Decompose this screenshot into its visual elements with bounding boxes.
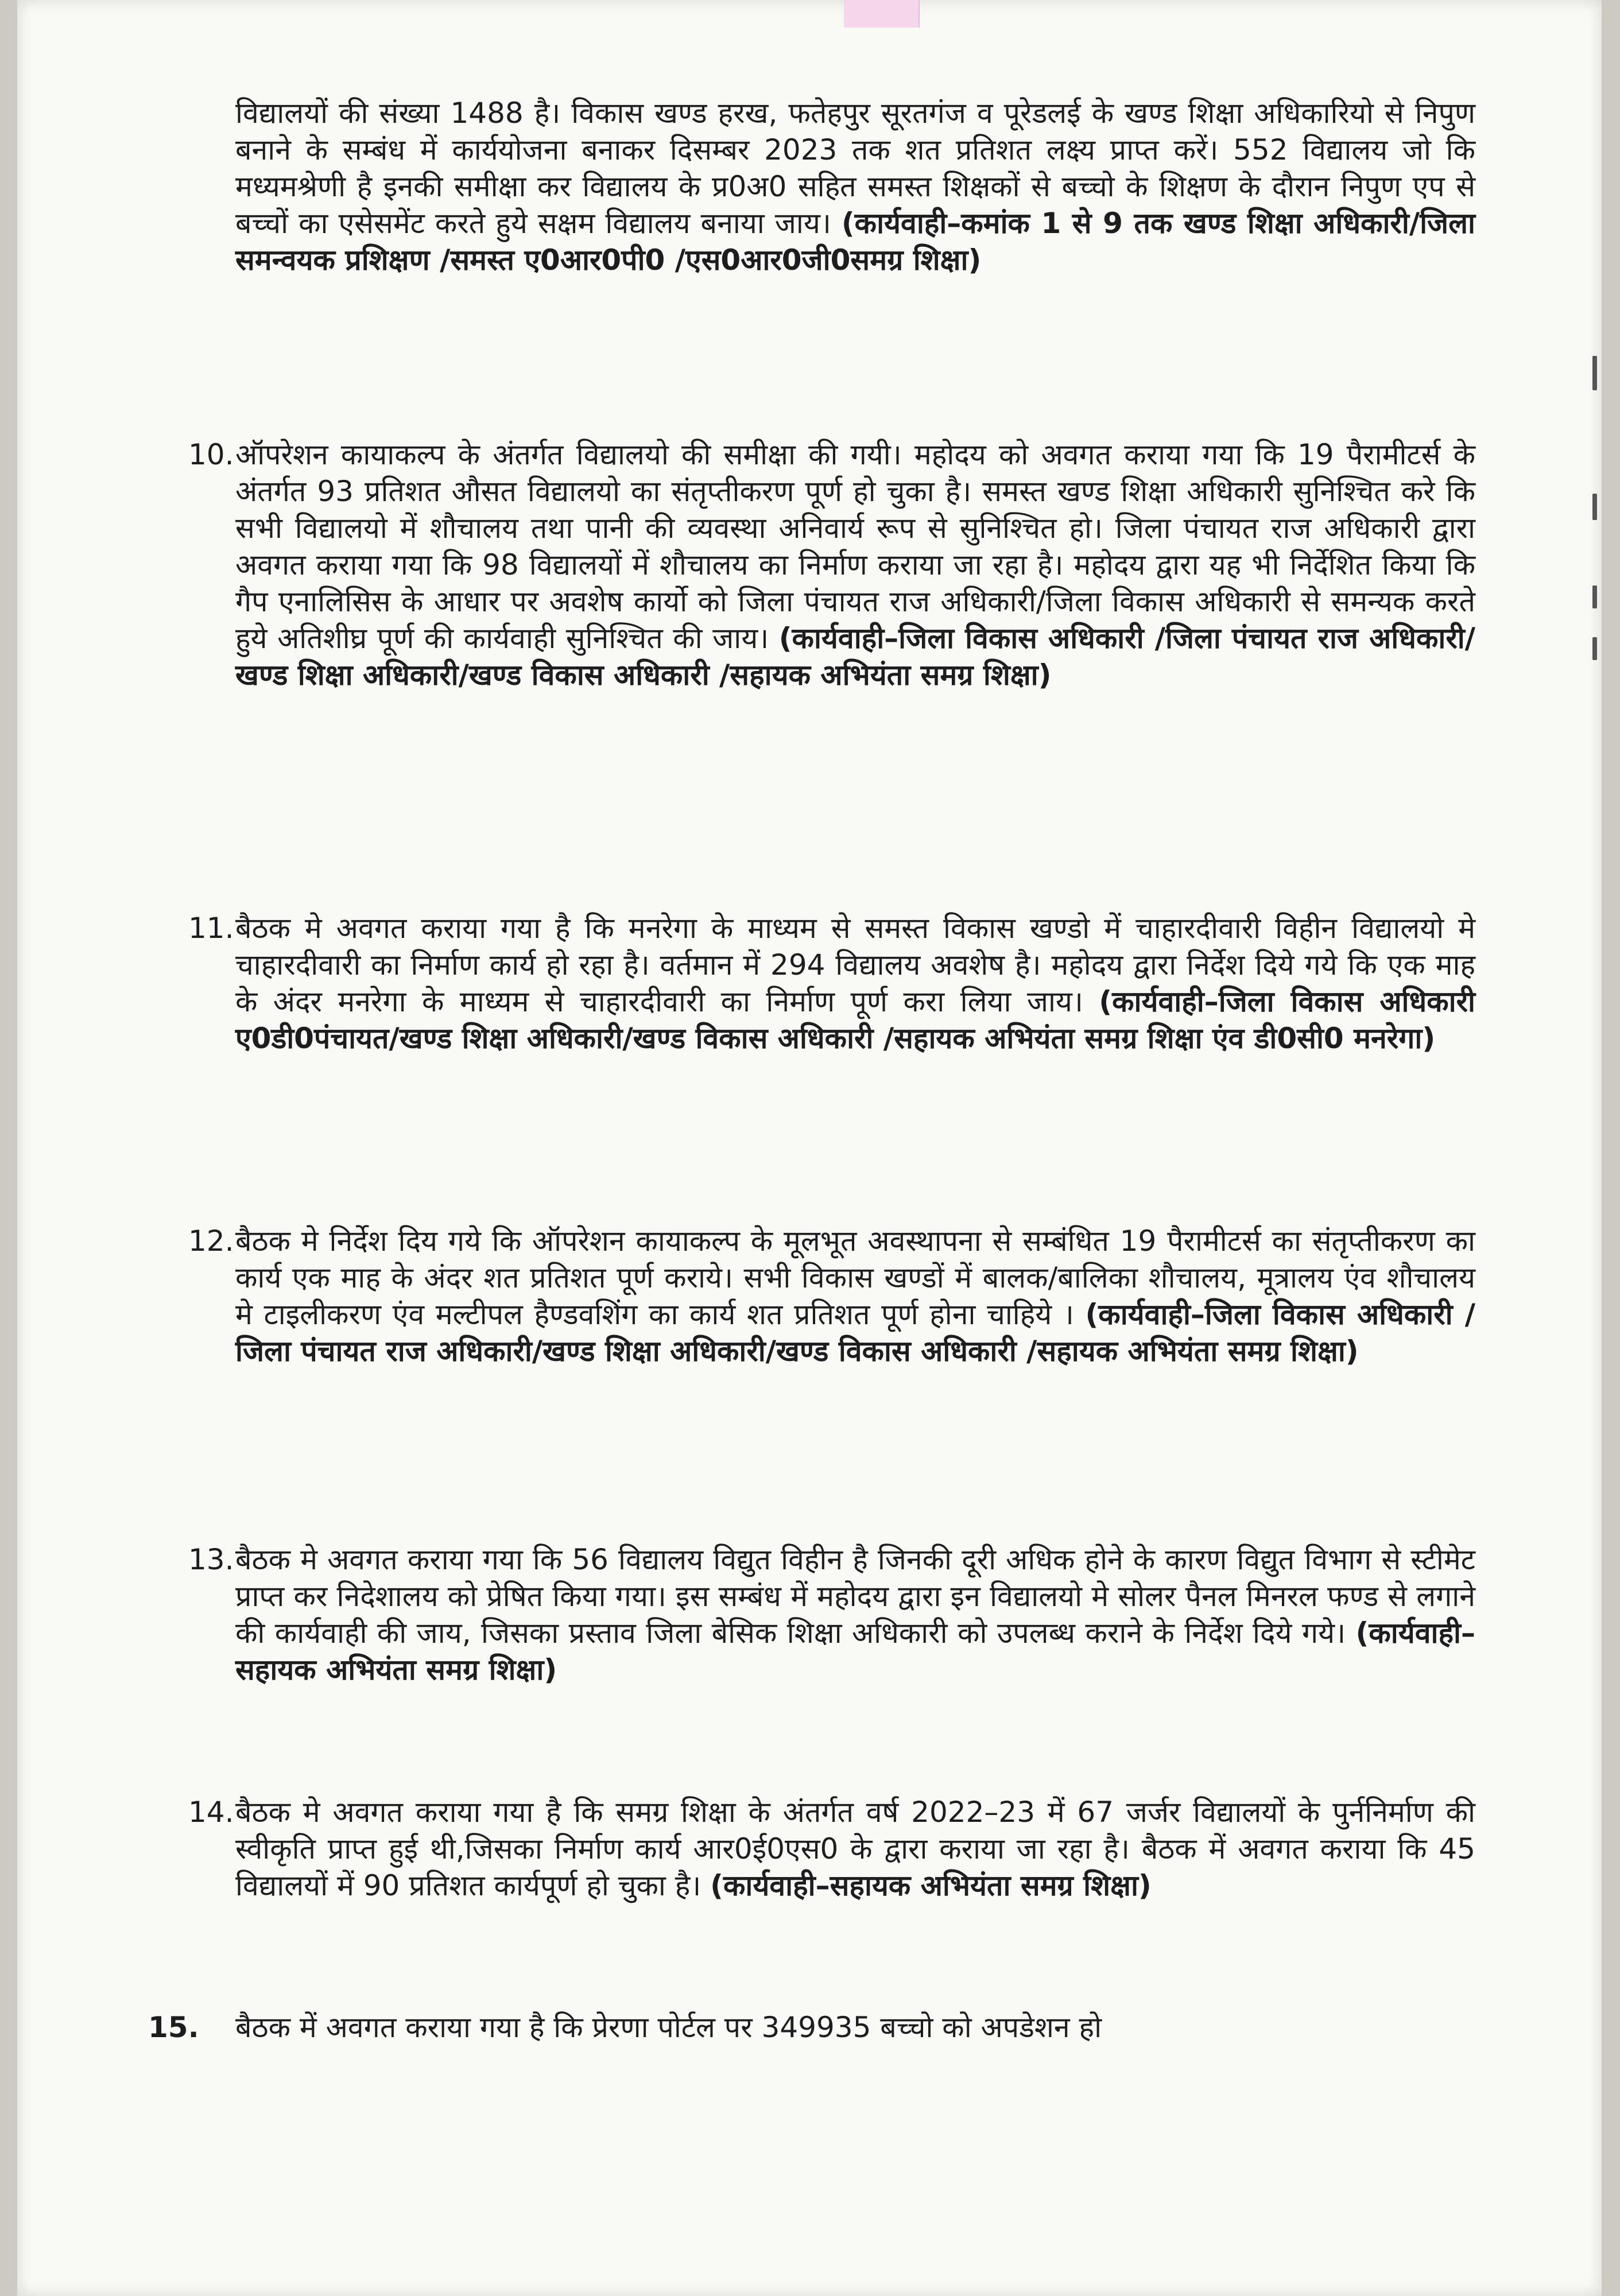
- paragraph-continuation: [235, 95, 1475, 278]
- paragraph-action: (कार्यवाही–जिला विकास अधिकारी ए0डी0पंचायत/खण्ड शिक्षा अधिकारी/खण्ड विकास अधिकारी /सहायक अभियंता समग्र शिक्षा एंव डी0सी0 मनरेगा): [235, 985, 1475, 1055]
- paragraph-item-14: [235, 1794, 1475, 1904]
- paragraph-text: विद्यालयों की संख्या 1488 है। विकास खण्ड हरख, फतेहपुर सूरतगंज व पूरेडलई के खण्ड शिक्षा अधिकारियो से निपुण बनाने के सम्बंध में कार्ययोजना बनाकर दिसम्बर 2023 तक शत प्रतिशत लक्ष्य प्राप्त करें। 552 विद्यालय जो कि मध्यमश्रेणी है इनकी समीक्षा कर विद्यालय के प्र0अ0 सहित समस्त शिक्षकों से बच्चो के शिक्षण के दौरान निपुण एप से बच्चों का एसेसमेंट करते हुये सक्षम विद्यालय बनाया जाय।: [235, 96, 1475, 240]
- item-number: 11.: [188, 912, 234, 945]
- paragraph-text: बैठक में अवगत कराया गया है कि प्रेरणा पोर्टल पर 349935 बच्चो को अपडेशन हो: [235, 2011, 1102, 2044]
- paragraph-item-10: [235, 436, 1475, 693]
- item-number: 15.: [148, 2011, 199, 2044]
- paragraph-action: (कार्यवाही–कमांक 1 से 9 तक खण्ड शिक्षा अधिकारी/जिला समन्वयक प्रशिक्षण /समस्त ए0आर0पी0 /एस0आर0जी0समग्र शिक्षा): [235, 207, 1475, 277]
- paragraph-action: (कार्यवाही–सहायक अभियंता समग्र शिक्षा): [710, 1869, 1152, 1902]
- item-number: 14.: [188, 1795, 234, 1829]
- paragraph-item-12: [235, 1223, 1475, 1370]
- document-page: [17, 0, 1602, 2296]
- paragraph-action: (कार्यवाही–सहायक अभियंता समग्र शिक्षा): [235, 1616, 1475, 1686]
- paragraph-text: ऑपरेशन कायाकल्प के अंतर्गत विद्यालयो की समीक्षा की गयी। महोदय को अवगत कराया गया कि 19 पैरामीटर्स के अंतर्गत 93 प्रतिशत औसत विद्यालयो का संतृप्तीकरण पूर्ण हो चुका है। समस्त खण्ड शिक्षा अधिकारी सुनिश्चित करे कि सभी विद्यालयो में शौचालय तथा पानी की व्यवस्था अनिवार्य रूप से सुनिश्चित हो। जिला पंचायत राज अधिकारी द्वारा अवगत कराया गया कि 98 विद्यालयों में शौचालय का निर्माण कराया जा रहा है। महोदय द्वारा यह भी निर्देशित किया कि गैप एनालिसिस के आधार पर अवशेष कार्यो को जिला पंचायत राज अधिकारी/जिला विकास अधिकारी से समन्यक करते हुये अतिशीघ्र पूर्ण की कार्यवाही सुनिश्चित की जाय।: [235, 438, 1475, 655]
- paragraph-text: बैठक मे निर्देश दिय गये कि ऑपरेशन कायाकल्प के मूलभूत अवस्थापना से सम्बंधित 19 पैरामीटर्स का संतृप्तीकरण का कार्य एक माह के अंदर शत प्रतिशत पूर्ण कराये। सभी विकास खण्डों में बालक/बालिका शौचालय, मूत्रालय एंव शौचालय मे टाइलीकरण एंव मल्टीपल हैण्डवशिंग का कार्य शत प्रतिशत पूर्ण होना चाहिये ।: [235, 1224, 1475, 1331]
- paragraph-item-13: [235, 1541, 1475, 1688]
- paragraph-text: बैठक मे अवगत कराया गया कि 56 विद्यालय विद्युत विहीन है जिनकी दूरी अधिक होने के कारण विद्युत विभाग से स्टीमेट प्राप्त कर निदेशालय को प्रेषित किया गया। इस सम्बंध में महोदय द्वारा इन विद्यालयो मे सोलर पैनल मिनरल फण्ड से लगाने की कार्यवाही की जाय, जिसका प्रस्ताव जिला बेसिक शिक्षा अधिकारी को उपलब्ध कराने के निर्देश दिये गये।: [235, 1543, 1475, 1650]
- paragraph-item-11: [235, 910, 1475, 1057]
- item-number: 13.: [188, 1543, 234, 1576]
- paragraph-action: (कार्यवाही–जिला विकास अधिकारी /जिला पंचायत राज अधिकारी/खण्ड शिक्षा अधिकारी/खण्ड विकास अधिकारी /सहायक अभियंता समग्र शिक्षा): [235, 622, 1475, 692]
- paragraph-action: (कार्यवाही–जिला विकास अधिकारी /जिला पंचायत राज अधिकारी/खण्ड शिक्षा अधिकारी/खण्ड विकास अधिकारी /सहायक अभियंता समग्र शिक्षा): [235, 1298, 1475, 1368]
- item-number: 10.: [188, 438, 234, 471]
- paragraph-item-15: [235, 2009, 1475, 2046]
- paragraph-text: बैठक मे अवगत कराया गया है कि मनरेगा के माध्यम से समस्त विकास खण्डो में चाहारदीवारी विहीन विद्यालयो मे चाहारदीवारी का निर्माण कार्य हो रहा है। वर्तमान में 294 विद्यालय अवशेष है। महोदय द्वारा निर्देश दिये गये कि एक माह के अंदर मनरेगा के माध्यम से चाहारदीवारी का निर्माण पूर्ण करा लिया जाय।: [235, 912, 1475, 1018]
- paragraph-text: बैठक मे अवगत कराया गया है कि समग्र शिक्षा के अंतर्गत वर्ष 2022–23 में 67 जर्जर विद्यालयों के पुर्ननिर्माण की स्वीकृति प्राप्त हुई थी,जिसका निर्माण कार्य आर0ई0एस0 के द्वारा कराया जा रहा है। बैठक में अवगत कराया कि 45 विद्यालयों में 90 प्रतिशत कार्यपूर्ण हो चुका है।: [235, 1795, 1475, 1902]
- document-content: [17, 0, 1602, 2296]
- item-number: 12.: [188, 1224, 234, 1258]
